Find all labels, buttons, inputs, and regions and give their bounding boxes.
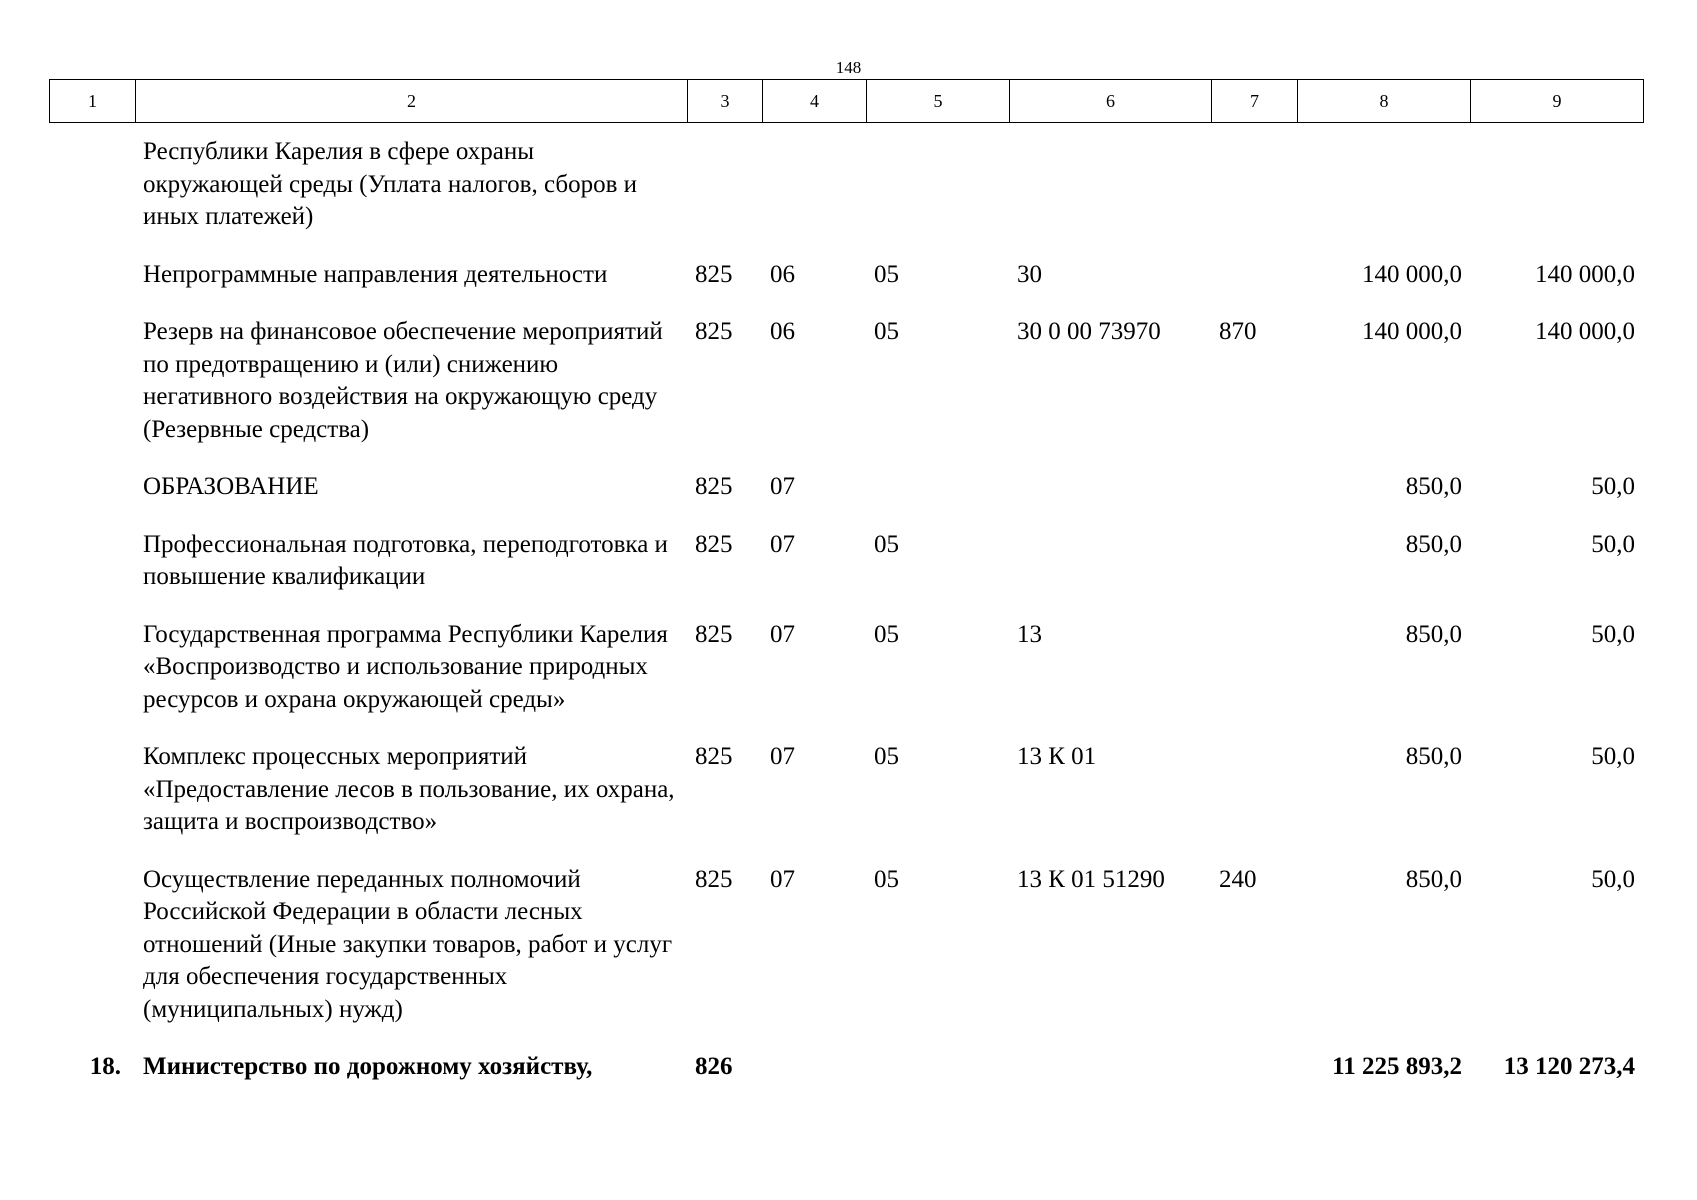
- row-number: 18.: [89, 1053, 121, 1080]
- amount-year-2: 140 000,0: [1535, 260, 1635, 288]
- header-col-6: 6: [1010, 80, 1212, 123]
- amount-year-1: 850,0: [1405, 530, 1462, 558]
- expense-type: [1211, 250, 1297, 308]
- target-article: [1009, 128, 1211, 250]
- ministry-code: 825: [695, 865, 733, 893]
- expense-type: [1211, 520, 1297, 610]
- section: [762, 1042, 866, 1100]
- row-number: [49, 128, 135, 250]
- ministry-code: 825: [695, 743, 733, 770]
- header-col-2: 2: [136, 80, 688, 123]
- table-row: [49, 1042, 1643, 1100]
- expense-type: [1211, 610, 1297, 733]
- ministry-code: 825: [695, 620, 733, 648]
- amount-year-1: 140 000,0: [1362, 260, 1462, 288]
- expense-type: [1211, 462, 1297, 520]
- header-col-5: 5: [867, 80, 1010, 123]
- ministry-code: 825: [695, 530, 733, 558]
- table-row: [49, 520, 1643, 610]
- table-row: [49, 462, 1643, 520]
- subsection: [866, 462, 1009, 520]
- header-col-4: 4: [763, 80, 867, 123]
- item-name: Комплекс процессных мероприятий «Предоставление лесов в пользование, их охрана, защита и воспроизводство»: [143, 743, 675, 835]
- row-number: [49, 855, 135, 1043]
- item-name: Государственная программа Республики Карелия «Воспроизводство и использование природных ресурсов и охрана окружающей среды»: [143, 620, 668, 713]
- budget-table: [49, 128, 1643, 1100]
- section: 07: [770, 473, 795, 500]
- amount-year-2: 50,0: [1591, 530, 1635, 558]
- target-article: [1009, 462, 1211, 520]
- item-name: Министерство по дорожному хозяйству,: [143, 1053, 593, 1080]
- amount-year-1: 850,0: [1405, 473, 1462, 500]
- section: 07: [770, 743, 795, 770]
- table-row: [49, 732, 1643, 855]
- subsection: 05: [874, 865, 899, 893]
- target-article: 30: [1017, 260, 1042, 288]
- subsection: 05: [874, 260, 899, 288]
- subsection: [866, 1042, 1009, 1100]
- expense-type: 870: [1219, 318, 1257, 345]
- table-row: [49, 610, 1643, 733]
- amount-year-2: 50,0: [1591, 743, 1635, 770]
- expense-type: [1211, 732, 1297, 855]
- header-row: [50, 80, 1644, 123]
- section: 06: [770, 260, 795, 288]
- amount-year-1: 850,0: [1405, 620, 1462, 648]
- section: 07: [770, 530, 795, 558]
- target-article: [1009, 1042, 1211, 1100]
- row-number: [49, 610, 135, 733]
- row-number: [49, 250, 135, 308]
- subsection: 05: [874, 318, 899, 345]
- ministry-code: [687, 128, 762, 250]
- section: 06: [770, 318, 795, 345]
- section: [762, 128, 866, 250]
- expense-type: [1211, 128, 1297, 250]
- row-number: [49, 307, 135, 462]
- row-number: [49, 732, 135, 855]
- amount-year-1: 11 225 893,2: [1332, 1053, 1462, 1080]
- table-row: [49, 855, 1643, 1043]
- table-row: [49, 128, 1643, 250]
- header-col-7: 7: [1212, 80, 1298, 123]
- subsection: [866, 128, 1009, 250]
- amount-year-2: 50,0: [1591, 620, 1635, 648]
- item-name: Республики Карелия в сфере охраны окружающей среды (Уплата налогов, сборов и иных платежей): [143, 138, 638, 230]
- header-col-1: 1: [50, 80, 136, 123]
- section: 07: [770, 620, 795, 648]
- row-number: [49, 520, 135, 610]
- target-article: 13: [1017, 620, 1042, 648]
- header-col-9: 9: [1471, 80, 1644, 123]
- amount-year-1: 850,0: [1405, 865, 1462, 893]
- target-article: [1009, 520, 1211, 610]
- table-row: [49, 250, 1643, 308]
- table-row: [49, 307, 1643, 462]
- expense-type: 240: [1219, 865, 1257, 893]
- subsection: 05: [874, 620, 899, 648]
- item-name: Непрограммные направления деятельности: [143, 260, 608, 288]
- subsection: 05: [874, 530, 899, 558]
- target-article: 30 0 00 73970: [1017, 318, 1161, 345]
- item-name: Резерв на финансовое обеспечение мероприятий по предотвращению и (или) снижению негативного воздействия на окружающую среду (Резервные средства): [143, 318, 663, 443]
- ministry-code: 826: [695, 1053, 733, 1080]
- target-article: 13 К 01: [1017, 743, 1097, 770]
- header-col-3: 3: [688, 80, 763, 123]
- ministry-code: 825: [695, 260, 733, 288]
- amount-year-2: 50,0: [1591, 473, 1635, 500]
- item-name: Профессиональная подготовка, переподготовка и повышение квалификации: [143, 530, 668, 590]
- amount-year-2: 13 120 273,4: [1503, 1053, 1635, 1080]
- page-number: 148: [835, 58, 862, 77]
- ministry-code: 825: [695, 318, 733, 345]
- amount-year-2: 140 000,0: [1535, 318, 1635, 345]
- expense-type: [1211, 1042, 1297, 1100]
- amount-year-1: [1297, 128, 1470, 250]
- header-col-8: 8: [1298, 80, 1471, 123]
- ministry-code: 825: [695, 473, 733, 500]
- item-name: ОБРАЗОВАНИЕ: [143, 473, 319, 500]
- amount-year-1: 850,0: [1405, 743, 1462, 770]
- target-article: 13 К 01 51290: [1017, 865, 1165, 893]
- subsection: 05: [874, 743, 899, 770]
- row-number: [49, 462, 135, 520]
- amount-year-2: [1470, 128, 1643, 250]
- item-name: Осуществление переданных полномочий Российской Федерации в области лесных отношений (Иные закупки товаров, работ и услуг для обеспечения государственных (муниципальных) нужд): [143, 865, 673, 1023]
- column-number-header: [49, 79, 1644, 123]
- section: 07: [770, 865, 795, 893]
- amount-year-1: 140 000,0: [1362, 318, 1462, 345]
- amount-year-2: 50,0: [1591, 865, 1635, 893]
